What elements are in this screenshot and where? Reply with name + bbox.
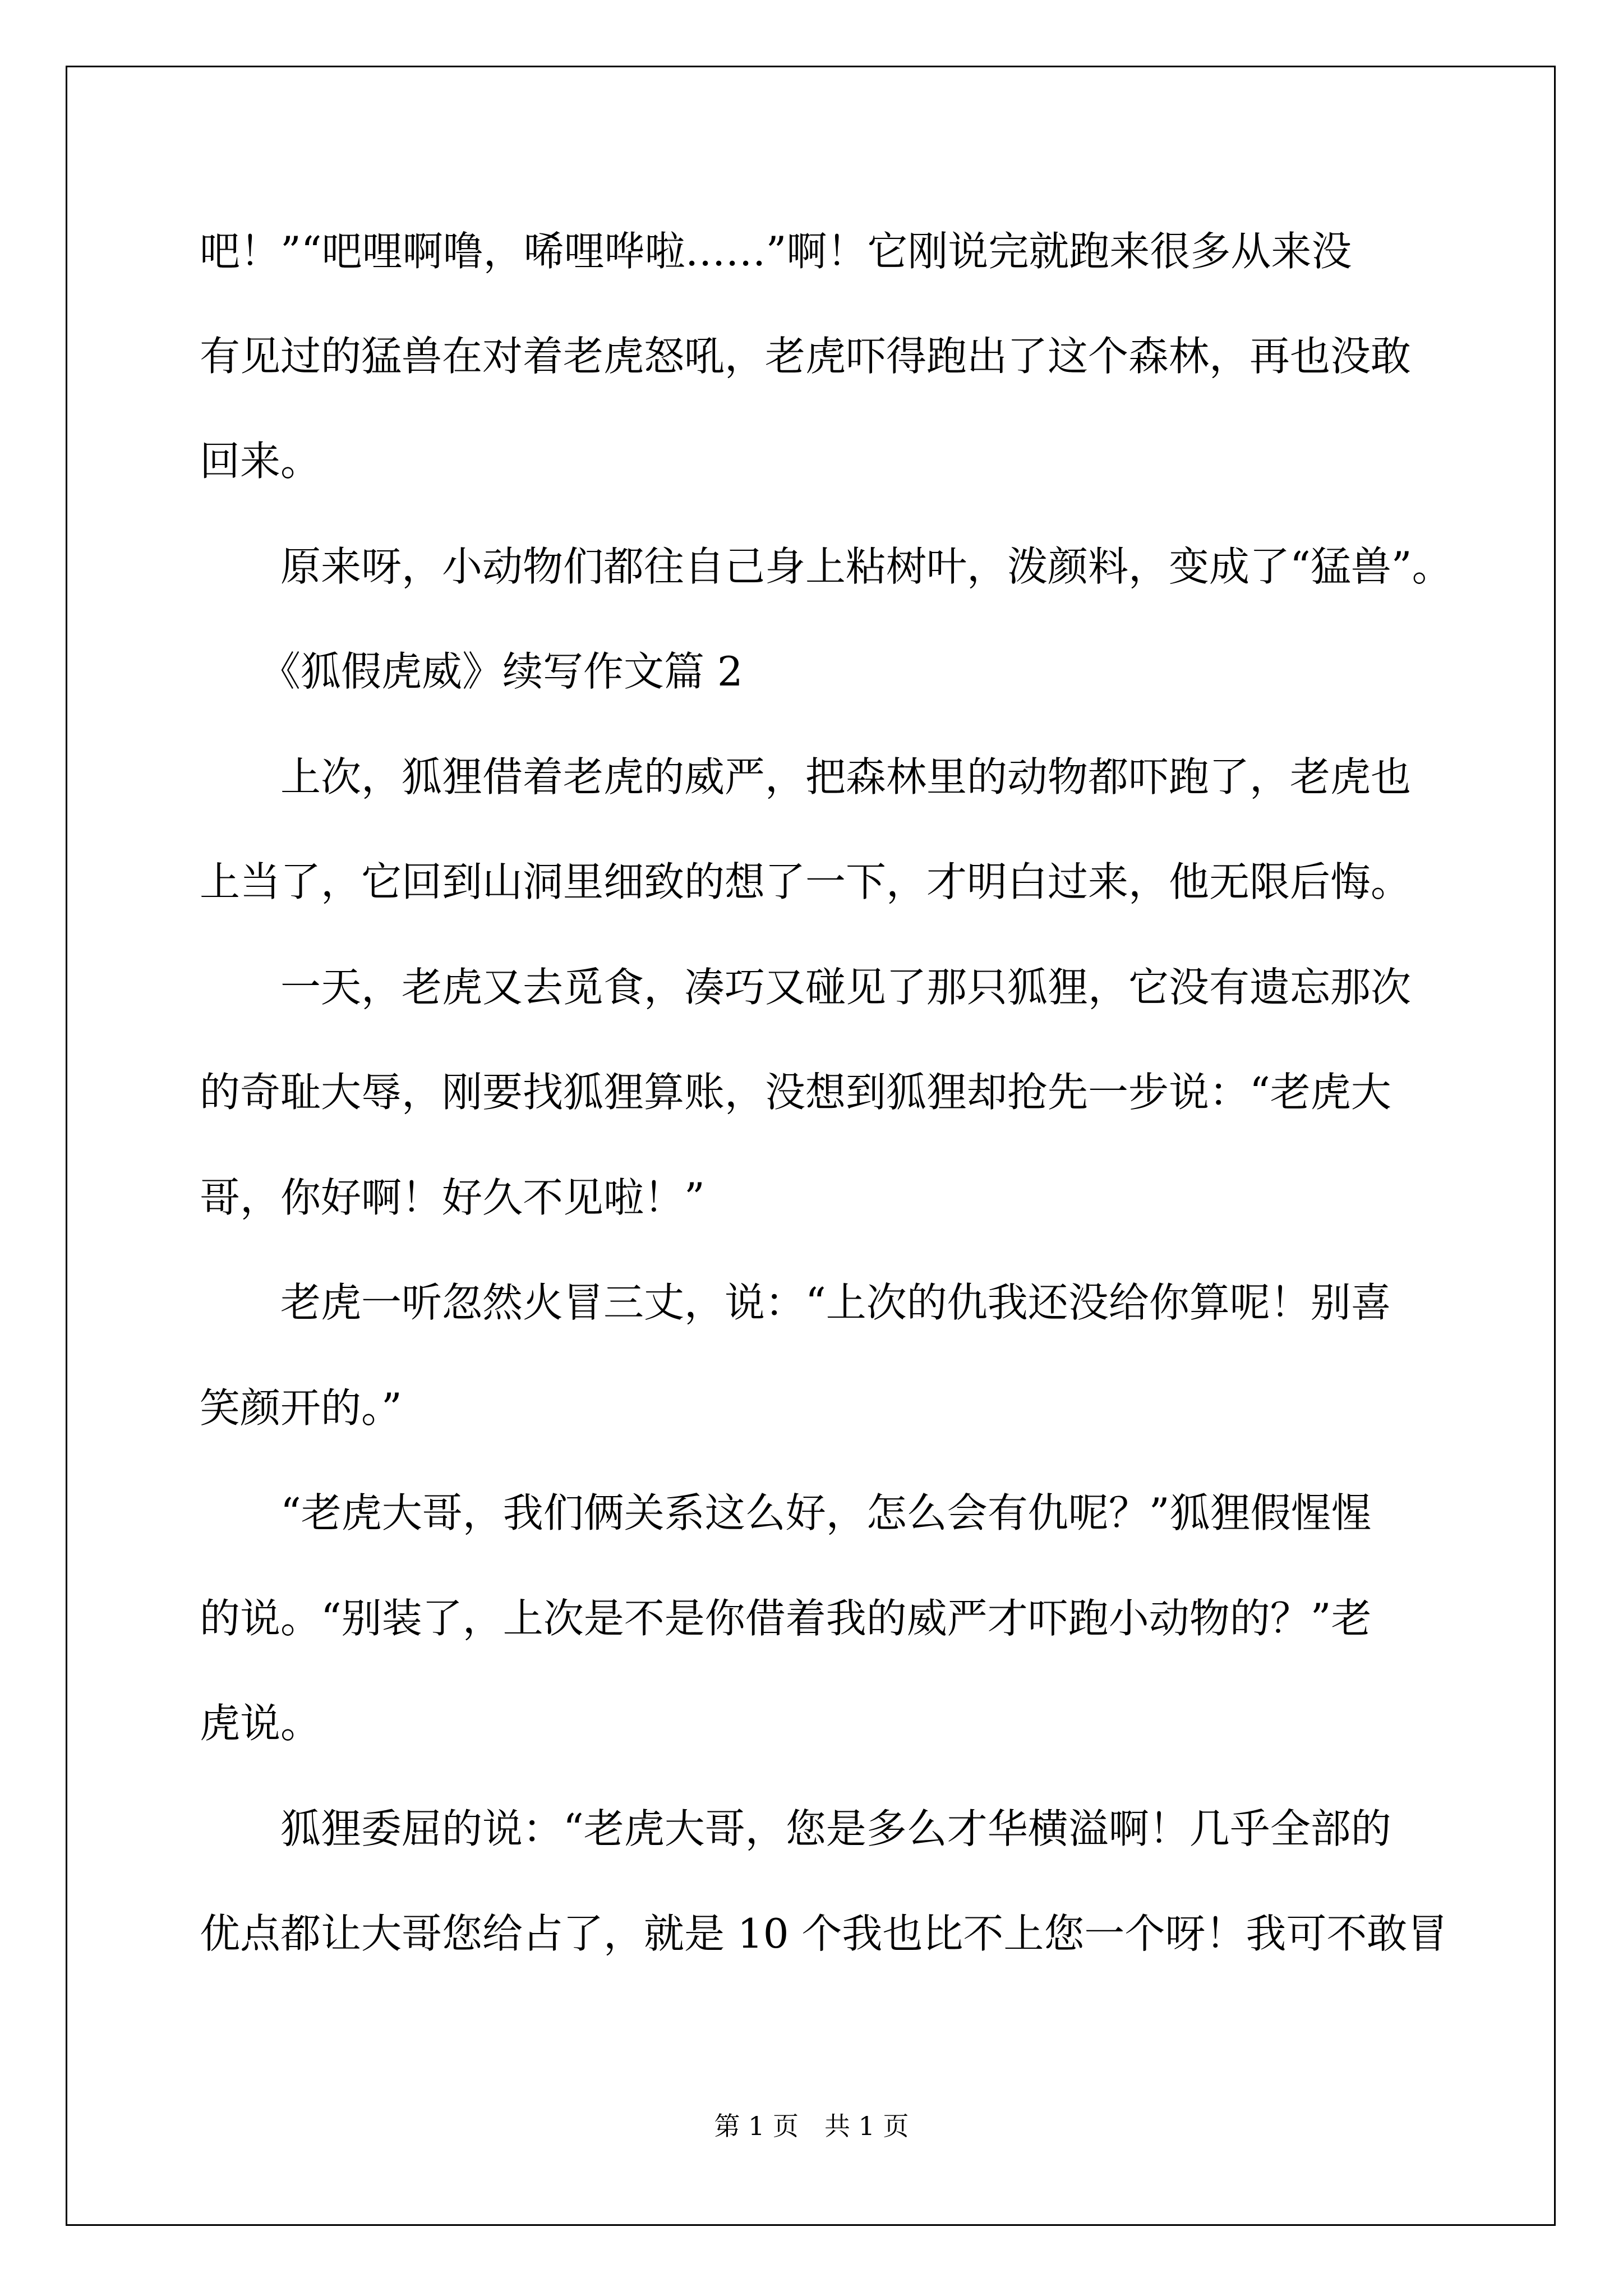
text-line: 老虎一听忽然火冒三丈，说：“上次的仇我还没给你算呢！别喜 <box>200 1279 1391 1326</box>
text-line: 的奇耻大辱，刚要找狐狸算账，没想到狐狸却抢先一步说：“老虎大 <box>200 1069 1391 1116</box>
text-line: 上当了，它回到山洞里细致的想了一下，才明白过来，他无限后悔。 <box>200 858 1412 905</box>
text-line: 的说。“别装了，上次是不是你借着我的威严才吓跑小动物的？”老 <box>200 1595 1372 1642</box>
text-line: 一天，老虎又去觅食，凑巧又碰见了那只狐狸，它没有遗忘那次 <box>200 964 1412 1011</box>
text-line: 虎说。 <box>200 1700 321 1747</box>
text-line: 原来呀，小动物们都往自己身上粘树叶，泼颜料，变成了“猛兽”。 <box>200 543 1453 590</box>
text-line: 有见过的猛兽在对着老虎怒吼，老虎吓得跑出了这个森林，再也没敢 <box>200 333 1412 380</box>
text-line: 优点都让大哥您给占了，就是 10 个我也比不上您一个呀！我可不敢冒 <box>200 1910 1448 1957</box>
text-line: 回来。 <box>200 438 321 485</box>
text-line: 狐狸委屈的说：“老虎大哥，您是多么才华横溢啊！几乎全部的 <box>200 1805 1391 1852</box>
page-border <box>66 66 1556 2226</box>
page-number-footer: 第 1 页 共 1 页 <box>714 2111 909 2141</box>
text-line: 吧！”“吧哩啊噜，唏哩哗啦……”啊！它刚说完就跑来很多从来没 <box>200 228 1352 275</box>
section-heading: 《狐假虎威》续写作文篇 2 <box>200 648 743 695</box>
text-line: 笑颜开的。” <box>200 1384 402 1432</box>
text-line: 上次，狐狸借着老虎的威严，把森林里的动物都吓跑了，老虎也 <box>200 753 1412 800</box>
text-line: “老虎大哥，我们俩关系这么好，怎么会有仇呢？”狐狸假惺惺 <box>200 1489 1372 1536</box>
text-line: 哥，你好啊！好久不见啦！” <box>200 1174 705 1221</box>
